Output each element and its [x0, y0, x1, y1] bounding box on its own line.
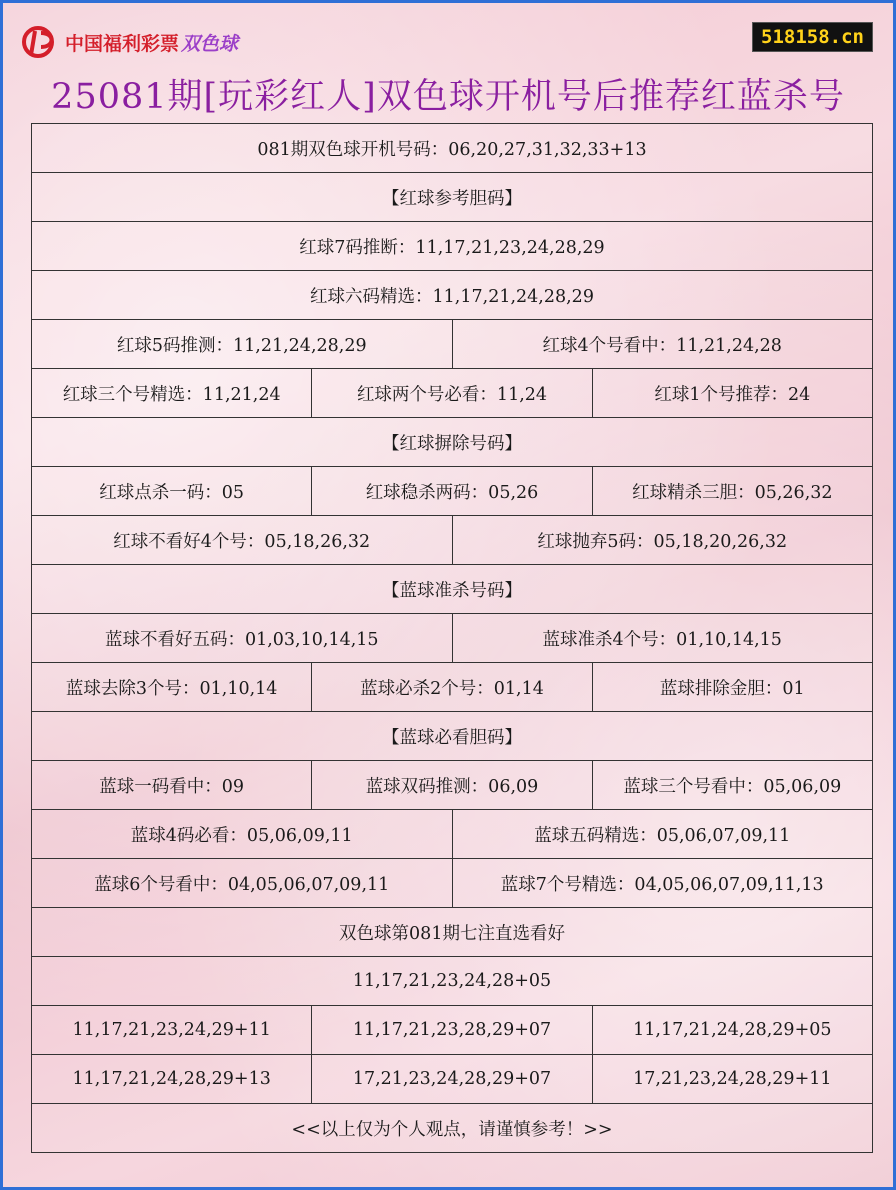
- welfare-lottery-logo-icon: [21, 25, 61, 59]
- table-row: [32, 614, 872, 663]
- table-cell: 红球六码精选：11,17,21,24,28,29: [310, 286, 594, 307]
- table-cell: 红球1个号推荐：24: [654, 384, 811, 405]
- table-row: [32, 369, 872, 418]
- table-row: [32, 957, 872, 1006]
- table-cell: 红球两个号必看：11,24: [312, 369, 592, 417]
- table-cell: 双色球第081期七注直选看好: [339, 923, 565, 944]
- table-cell: 蓝球去除3个号：01,10,14: [32, 663, 312, 711]
- table-cell: 蓝球4码必看：05,06,09,11: [32, 810, 453, 858]
- page-title: 25081期[玩彩红人]双色球开机号后推荐红蓝杀号: [51, 77, 845, 117]
- table-row: [32, 222, 872, 271]
- table-cell: 蓝球不看好五码：01,03,10,14,15: [32, 614, 453, 662]
- site-badge[interactable]: 518158.cn: [752, 22, 873, 52]
- table-cell: 11,17,21,23,28,29+07: [312, 1006, 592, 1054]
- table-row: [32, 1055, 872, 1104]
- table-cell: 红球4个号看中：11,21,24,28: [542, 335, 782, 356]
- table-cell: <<以上仅为个人观点，请谨慎参考！>>: [291, 1119, 613, 1140]
- table-cell: 17,21,23,24,28,29+07: [312, 1055, 592, 1103]
- table-cell: 蓝球五码精选：05,06,07,09,11: [534, 825, 791, 846]
- table-cell: 蓝球一码看中：09: [32, 761, 312, 809]
- table-row: [32, 1006, 872, 1055]
- table-row: [32, 173, 872, 222]
- table-cell: 红球7码推断：11,17,21,23,24,28,29: [299, 237, 605, 258]
- table-cell: 11,17,21,23,24,28+05: [352, 971, 552, 991]
- table-cell: 红球点杀一码：05: [32, 467, 312, 515]
- table-row: [32, 761, 872, 810]
- table-cell: 蓝球必杀2个号：01,14: [312, 663, 592, 711]
- prediction-table: [31, 123, 873, 1153]
- table-row: [32, 516, 872, 565]
- table-cell: 11,17,21,23,24,29+11: [32, 1006, 312, 1054]
- table-cell: 【蓝球必看胆码】: [382, 727, 522, 748]
- table-cell: 17,21,23,24,28,29+11: [633, 1069, 832, 1089]
- table-cell: 【红球参考胆码】: [382, 188, 522, 209]
- table-row: [32, 810, 872, 859]
- table-row: [32, 467, 872, 516]
- table-cell: 【蓝球准杀号码】: [382, 580, 522, 601]
- table-cell: 红球不看好4个号：05,18,26,32: [32, 516, 453, 564]
- table-cell: 红球抛弃5码：05,18,20,26,32: [537, 531, 788, 552]
- table-row: [32, 1104, 872, 1152]
- table-row: [32, 908, 872, 957]
- table-cell: 红球精杀三胆：05,26,32: [632, 482, 833, 503]
- table-cell: 【红球摒除号码】: [382, 433, 522, 454]
- table-cell: 蓝球准杀4个号：01,10,14,15: [542, 629, 782, 650]
- table-cell: 081期双色球开机号码：06,20,27,31,32,33+13: [257, 139, 647, 160]
- logo-text: 中国福利彩票: [65, 32, 180, 55]
- table-row: [32, 565, 872, 614]
- lottery-logo: [21, 25, 238, 59]
- table-cell: 红球稳杀两码：05,26: [312, 467, 592, 515]
- table-cell: 11,17,21,24,28,29+05: [633, 1020, 832, 1040]
- table-cell: 蓝球三个号看中：05,06,09: [623, 776, 842, 797]
- table-cell: 蓝球排除金胆：01: [659, 678, 805, 699]
- table-row: [32, 271, 872, 320]
- table-cell: 蓝球7个号精选：04,05,06,07,09,11,13: [500, 874, 824, 895]
- table-row: [32, 418, 872, 467]
- table-cell: 11,17,21,24,28,29+13: [32, 1055, 312, 1103]
- table-row: [32, 712, 872, 761]
- table-cell: 红球5码推测：11,21,24,28,29: [32, 320, 453, 368]
- logo-game-name: 双色球: [181, 32, 239, 55]
- table-cell: 蓝球双码推测：06,09: [312, 761, 592, 809]
- table-row: [32, 663, 872, 712]
- table-row: [32, 124, 872, 173]
- table-row: [32, 320, 872, 369]
- table-cell: 红球三个号精选：11,21,24: [32, 369, 312, 417]
- table-row: [32, 859, 872, 908]
- table-cell: 蓝球6个号看中：04,05,06,07,09,11: [32, 859, 453, 907]
